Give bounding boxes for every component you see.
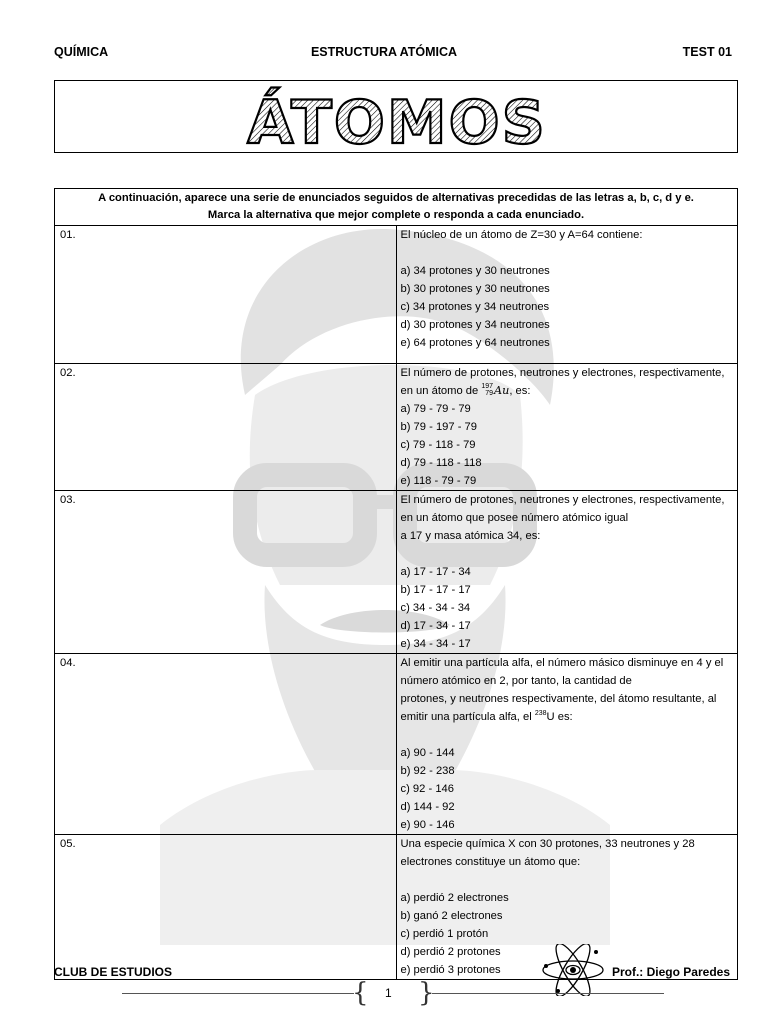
isotope-numbers: [481, 383, 493, 397]
question-text: [401, 690, 734, 726]
option: a) 17 - 17 - 34: [400, 566, 471, 578]
atom-icon: [538, 944, 608, 996]
option: e) 118 - 79 - 79: [400, 475, 477, 487]
page-brace-left: {: [352, 978, 369, 1008]
mass-number: 238: [534, 710, 547, 717]
question-text: El número de protones, neutrones y electrones, respectivamente, en un átomo que posee número atómico igual: [400, 494, 725, 524]
option: e) 34 - 34 - 17: [400, 638, 471, 650]
option: e) 64 protones y 64 neutrones: [400, 337, 550, 349]
option: a) perdió 2 electrones: [400, 892, 509, 904]
question-text: [401, 364, 734, 400]
question-body: [396, 226, 738, 364]
question-number: 02.: [55, 364, 397, 491]
option: b) ganó 2 electrones: [400, 910, 503, 922]
option: b) 92 - 238: [400, 765, 455, 777]
option: d) perdió 2 protones: [400, 946, 501, 958]
question-text-part: El número de protones, neutrones y electrones, respectivamente, en un átomo de: [400, 367, 725, 397]
question-text: a 17 y masa atómica 34, es:: [400, 530, 541, 542]
header-subject: QUÍMICA: [54, 45, 109, 59]
option: b) 79 - 197 - 79: [400, 421, 477, 433]
question-row: [55, 491, 738, 654]
title-box: [54, 80, 738, 153]
question-row: [55, 226, 738, 364]
footer-professor: Prof.: Diego Paredes: [611, 965, 730, 979]
option: c) 92 - 146: [400, 783, 454, 795]
question-number: 01.: [55, 226, 397, 364]
instructions-line: Marca la alternativa que mejor complete o responda a cada enunciado.: [207, 209, 585, 221]
question-body: [396, 364, 738, 491]
question-number: 04.: [55, 654, 397, 835]
question-text-part: protones, y neutrones respectivamente, del átomo resultante, al emitir una partícula alfa, el: [400, 693, 717, 723]
page-rule-right: [432, 993, 664, 994]
question-row: [55, 835, 738, 980]
page-brace-right: }: [418, 978, 435, 1008]
question-text: El núcleo de un átomo de Z=30 y A=64 contiene:: [400, 229, 643, 241]
page-number: 1: [385, 986, 392, 1000]
option: a) 90 - 144: [400, 747, 455, 759]
question-number: 03.: [55, 491, 397, 654]
page-rule-left: [122, 993, 354, 994]
option: e) 90 - 146: [400, 819, 455, 831]
option: c) perdió 1 protón: [400, 928, 489, 940]
element-symbol: Au: [494, 384, 510, 397]
question-body: [396, 654, 738, 835]
option: b) 17 - 17 - 17: [400, 584, 471, 596]
question-text: Al emitir una partícula alfa, el número másico disminuye en 4 y el número atómico en 2, por tanto, la cantidad de: [400, 657, 724, 687]
question-number: 05.: [55, 835, 397, 980]
option: c) 34 protones y 34 neutrones: [400, 301, 550, 313]
option: e) perdió 3 protones: [400, 964, 501, 976]
title-graphic: [55, 81, 739, 154]
question-text-part: es:: [554, 711, 573, 723]
option: a) 79 - 79 - 79: [400, 403, 471, 415]
option: b) 30 protones y 30 neutrones: [400, 283, 550, 295]
header-test: TEST 01: [682, 45, 732, 59]
question-body: [396, 491, 738, 654]
option: c) 79 - 118 - 79: [400, 439, 476, 451]
element-symbol: U: [546, 711, 555, 723]
instructions: [55, 189, 738, 226]
option: d) 144 - 92: [400, 801, 455, 813]
atomic-number: 79: [485, 390, 494, 397]
question-row: [55, 654, 738, 835]
option: a) 34 protones y 30 neutrones: [400, 265, 550, 277]
option: d) 17 - 34 - 17: [400, 620, 471, 632]
page-title: ÁTOMOS: [247, 88, 547, 154]
instructions-line: A continuación, aparece una serie de enunciados seguidos de alternativas precedidas de las letras a, b, c, d y e.: [98, 192, 694, 204]
option: d) 30 protones y 34 neutrones: [400, 319, 550, 331]
question-text-part: , es:: [509, 385, 531, 397]
option: c) 34 - 34 - 34: [400, 602, 471, 614]
footer-club: CLUB DE ESTUDIOS: [54, 965, 173, 979]
header-topic: ESTRUCTURA ATÓMICA: [310, 45, 458, 59]
questions-table: [54, 188, 738, 980]
option: d) 79 - 118 - 118: [400, 457, 482, 469]
mass-number: 197: [481, 383, 494, 390]
question-row: [55, 364, 738, 491]
question-text: Una especie química X con 30 protones, 33 neutrones y 28 electrones constituye un átomo que:: [400, 838, 695, 868]
